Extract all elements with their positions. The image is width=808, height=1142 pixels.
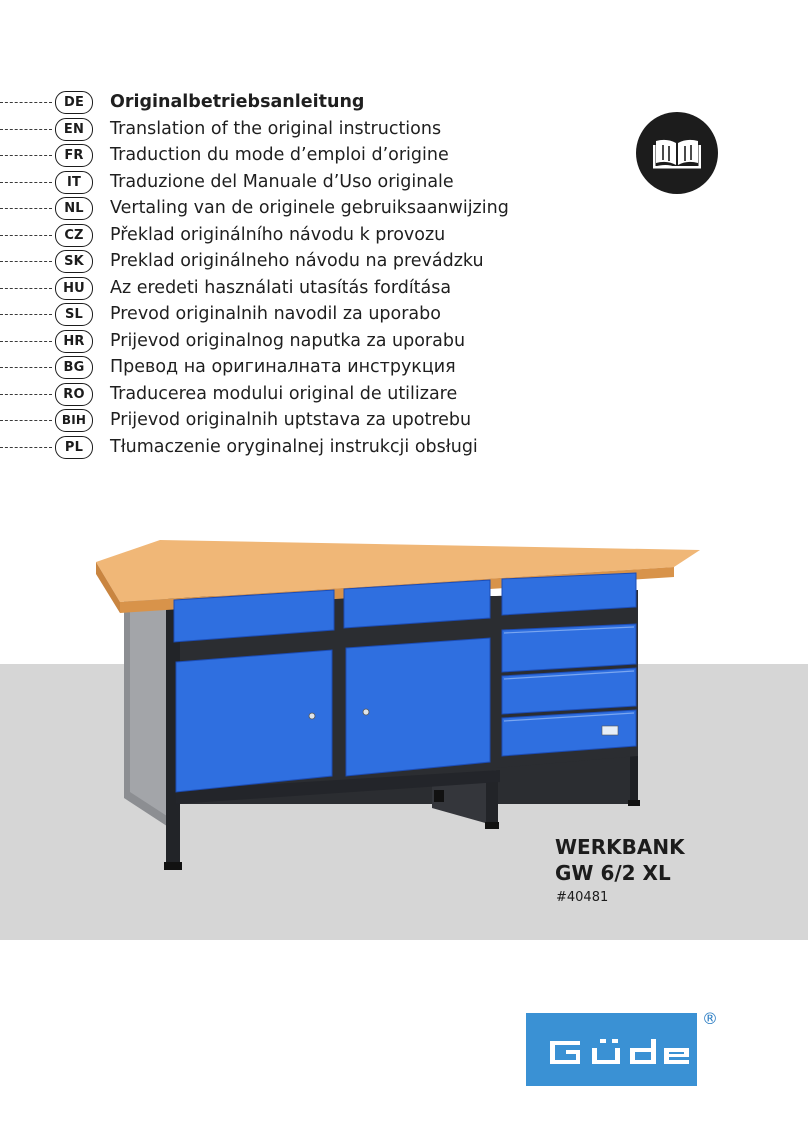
language-code-badge: SL (55, 303, 93, 326)
language-row-en (0, 117, 560, 143)
language-code-badge: PL (55, 436, 93, 459)
language-code-badge: EN (55, 118, 93, 141)
language-title: Prevod originalnih navodil za uporabo (110, 304, 441, 324)
language-title: Traduction du mode d’emploi d’origine (110, 145, 449, 165)
language-code-badge: CZ (55, 224, 93, 247)
dotted-leader (0, 341, 52, 342)
language-row-de (0, 90, 560, 116)
language-title: Vertaling van de originele gebruiksaanwijzing (110, 198, 509, 218)
language-code-badge: NL (55, 197, 93, 220)
language-row-sl (0, 302, 560, 328)
language-code-badge: HU (55, 277, 93, 300)
dotted-leader (0, 288, 52, 289)
language-title: Az eredeti használati utasítás fordítása (110, 277, 452, 298)
language-code-badge: HR (55, 330, 93, 353)
language-row-hr (0, 329, 560, 355)
language-row-nl (0, 196, 560, 222)
dotted-leader (0, 314, 52, 315)
language-title: Traducerea modului original de utilizare (110, 383, 458, 404)
language-row-pl (0, 435, 560, 461)
dotted-leader (0, 208, 52, 209)
product-number: #40481 (556, 890, 609, 905)
language-row-fr (0, 143, 560, 169)
language-row-hu (0, 276, 560, 302)
workbench-illustration (0, 540, 808, 880)
language-row-sk (0, 249, 560, 275)
language-code-badge: IT (55, 171, 93, 194)
language-row-bg (0, 355, 560, 381)
language-title: Prijevod originalnih uptstava za upotrebu (110, 410, 472, 430)
language-title: Translation of the original instructions (110, 118, 442, 139)
dotted-leader (0, 129, 52, 130)
brand-logo (526, 1013, 697, 1086)
dotted-leader (0, 367, 52, 368)
product-title: WERKBANK (555, 835, 685, 859)
language-code-badge: DE (55, 91, 93, 114)
product-model: GW 6/2 XL (555, 861, 671, 885)
language-title: Traduzione del Manuale d’Uso originale (110, 171, 454, 192)
language-code-badge: RO (55, 383, 93, 406)
language-code-badge: FR (55, 144, 93, 167)
open-book-icon (636, 112, 718, 194)
dotted-leader (0, 182, 52, 183)
language-code-badge: BIH (55, 409, 93, 432)
dotted-leader (0, 447, 52, 448)
dotted-leader (0, 155, 52, 156)
dotted-leader (0, 394, 52, 395)
language-row-cz (0, 223, 560, 249)
dotted-leader (0, 261, 52, 262)
language-title: Originalbetriebsanleitung (110, 92, 365, 112)
language-title: Preklad originálneho návodu na prevádzku (110, 251, 484, 271)
language-row-ro (0, 382, 560, 408)
dotted-leader (0, 420, 52, 421)
language-title: Prijevod originalnog naputka za uporabu (110, 330, 466, 351)
language-title: Překlad originálního návodu k provozu (110, 224, 446, 245)
language-code-badge: SK (55, 250, 93, 273)
language-row-bih (0, 408, 560, 434)
language-code-badge: BG (55, 356, 93, 379)
language-row-it (0, 170, 560, 196)
dotted-leader (0, 235, 52, 236)
language-title: Tłumaczenie oryginalnej instrukcji obsługi (110, 436, 478, 457)
dotted-leader (0, 102, 52, 103)
registered-mark: ® (702, 1009, 718, 1028)
language-title: Превод на оригиналната инструкция (110, 357, 456, 377)
